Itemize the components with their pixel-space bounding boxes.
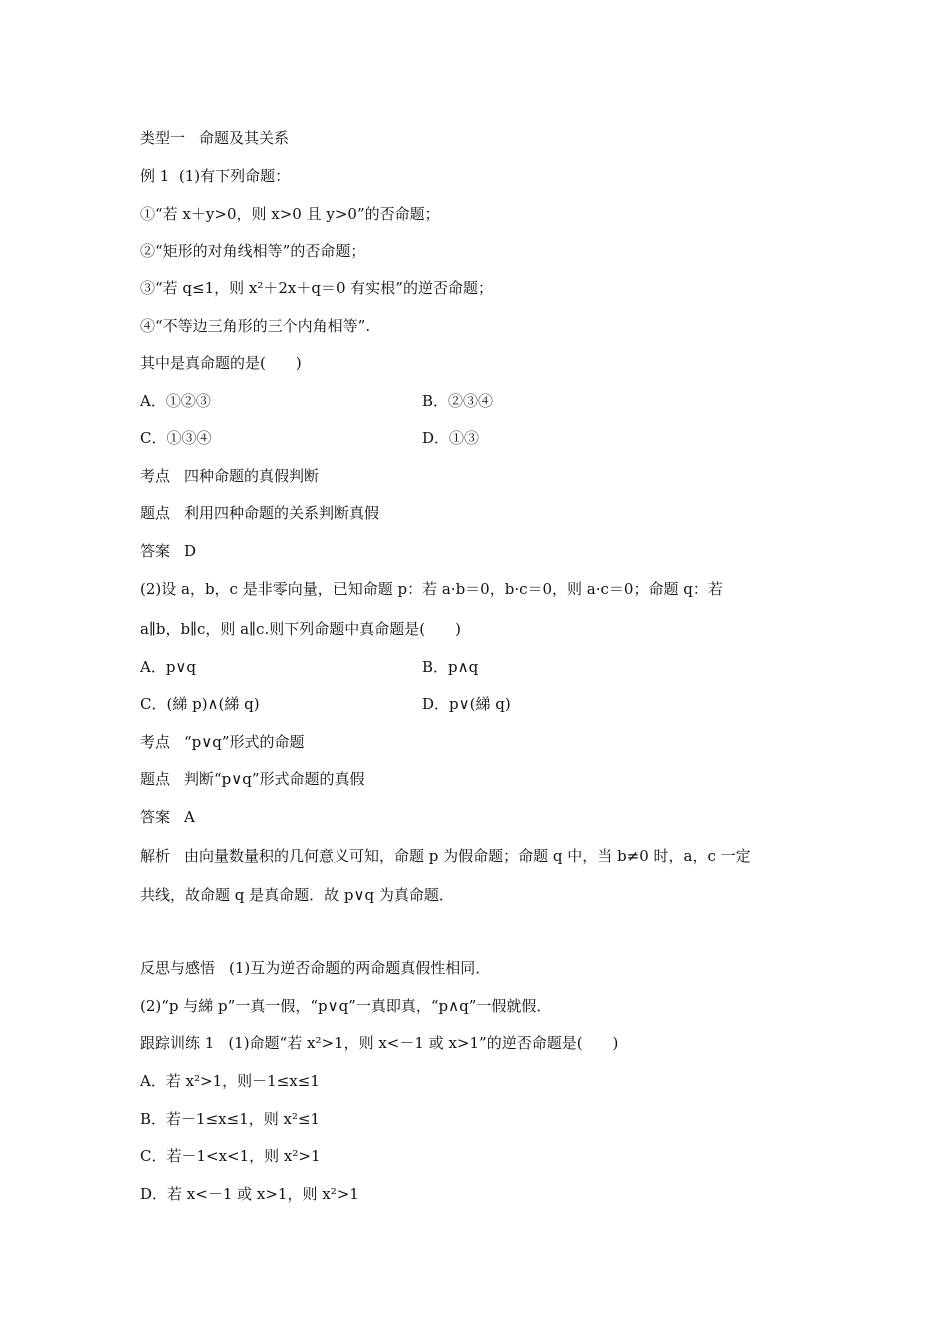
option-a: A．①②③ [140, 392, 211, 410]
answer-label: 答案 [140, 808, 171, 826]
tidian-label: 题点 [140, 504, 171, 522]
kaodian-label: 考点 [140, 733, 171, 751]
answer-value: D [184, 542, 197, 560]
section-title: 命题及其关系 [199, 129, 290, 147]
analysis-label: 解析 [140, 847, 171, 865]
proposition-item-1: ①“若 x＋y>0，则 x>0 且 y>0”的否命题； [140, 205, 440, 223]
practice-option-b: B．若－1≤x≤1，则 x²≤1 [140, 1110, 321, 1128]
reflection-text-1: (1)互为逆否命题的两命题真假性相同． [229, 959, 491, 977]
example-part1-prefix: (1)有下列命题： [178, 167, 291, 185]
practice-question: (1)命题“若 x²>1，则 x<－1 或 x>1”的逆否命题是( ) [228, 1034, 619, 1052]
practice-label: 跟踪训练 1 [140, 1034, 215, 1052]
answer-value: A [184, 808, 195, 826]
practice-option-c: C．若－1<x<1，则 x²>1 [140, 1147, 321, 1165]
kaodian-text: “p∨q”形式的命题 [184, 733, 305, 751]
option-d: D．p∨(綈 q) [422, 695, 511, 713]
kaodian-label: 考点 [140, 467, 171, 485]
example-label: 例 1 [140, 167, 170, 185]
answer-line [140, 807, 195, 827]
part2-line1: (2)设 a，b，c 是非零向量，已知命题 p：若 a·b＝0，b·c＝0，则 a·c＝0；命题 q：若 [140, 580, 723, 598]
reflection-label: 反思与感悟 [140, 959, 216, 977]
proposition-item-3: ③“若 q≤1，则 x²＋2x＋q＝0 有实根”的逆否命题； [140, 279, 493, 297]
option-c: C．①③④ [140, 429, 212, 447]
kaodian-line [140, 466, 319, 486]
proposition-item-2: ②“矩形的对角线相等”的否命题； [140, 242, 366, 260]
tidian-label: 题点 [140, 770, 171, 788]
practice-option-a: A．若 x²>1，则－1≤x≤1 [140, 1072, 320, 1090]
reflection-line2: (2)“p 与綈 p”一真一假，“p∨q”一真即真，“p∧q”一假就假． [140, 997, 552, 1015]
answer-line [140, 541, 196, 561]
practice-option-d: D．若 x<－1 或 x>1，则 x²>1 [140, 1185, 359, 1203]
tidian-line [140, 503, 379, 523]
practice-heading [140, 1033, 618, 1053]
example-heading [140, 166, 290, 186]
tidian-text: 判断“p∨q”形式命题的真假 [184, 770, 365, 788]
part2-line2: a∥b，b∥c，则 a∥c.则下列命题中真命题是( ) [140, 620, 461, 638]
analysis-text-1: 由向量数量积的几何意义可知，命题 p 为假命题；命题 q 中，当 b≠0 时，a，c 一定 [184, 847, 751, 865]
tidian-text: 利用四种命题的关系判断真假 [184, 504, 380, 522]
answer-label: 答案 [140, 542, 171, 560]
reflection-line1 [140, 958, 490, 978]
question-stem: 其中是真命题的是( ) [140, 354, 302, 372]
option-a: A．p∨q [140, 658, 197, 676]
analysis-line2: 共线，故命题 q 是真命题．故 p∨q 为真命题． [140, 886, 454, 904]
analysis-line1 [140, 846, 751, 866]
kaodian-text: 四种命题的真假判断 [184, 467, 320, 485]
tidian-line [140, 769, 365, 789]
section-heading [140, 128, 289, 148]
option-c: C．(綈 p)∧(綈 q) [140, 695, 260, 713]
option-b: B．p∧q [422, 658, 479, 676]
section-label: 类型一 [140, 129, 186, 147]
kaodian-line [140, 732, 305, 752]
option-b: B．②③④ [422, 392, 494, 410]
option-d: D．①③ [422, 429, 480, 447]
proposition-item-4: ④“不等边三角形的三个内角相等”. [140, 317, 371, 335]
